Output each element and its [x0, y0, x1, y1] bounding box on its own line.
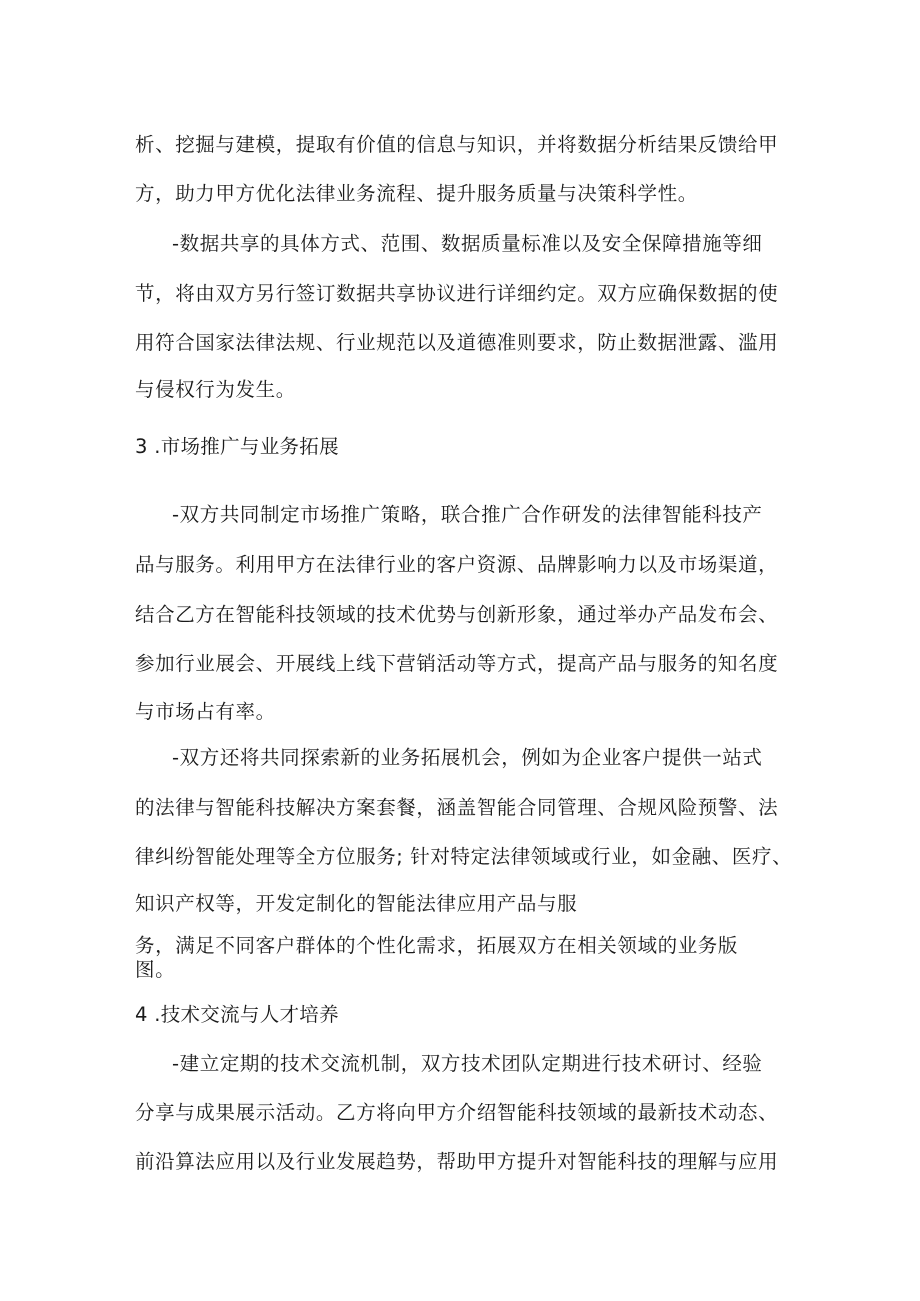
- body-text-line: 节，将由双方另行签订数据共享协议进行详细约定。双方应确保数据的使: [135, 282, 779, 305]
- body-text-line: 结合乙方在智能科技领域的技术优势与创新形象，通过举办产品发布会、: [135, 603, 779, 626]
- paragraph-first-line: -双方共同制定市场推广策略，联合推广合作研发的法律智能科技产: [172, 503, 763, 526]
- section-heading: 3 .市场推广与业务拓展: [135, 435, 339, 458]
- body-text-line: 与市场占有率。: [135, 700, 276, 723]
- paragraph-first-line: -数据共享的具体方式、范围、数据质量标准以及安全保障措施等细: [172, 232, 763, 255]
- section-heading: 4 .技术交流与人才培养: [135, 1003, 339, 1026]
- paragraph-first-line: -双方还将共同探索新的业务拓展机会，例如为企业客户提供一站式: [172, 746, 763, 769]
- paragraph-first-line: -建立定期的技术交流机制，双方技术团队定期进行技术研讨、经验: [172, 1052, 763, 1075]
- body-text-line: 参加行业展会、开展线上线下营销活动等方式，提高产品与服务的知名度: [135, 652, 779, 675]
- body-text-line: 析、挖掘与建模，提取有价值的信息与知识，并将数据分析结果反馈给甲: [135, 133, 779, 156]
- body-text-line: 品与服务。利用甲方在法律行业的客户资源、品牌影响力以及市场渠道，: [135, 553, 779, 576]
- body-text-line: 的法律与智能科技解决方案套餐，涵盖智能合同管理、合规风险预警、法: [135, 796, 779, 819]
- body-text-line: 分享与成果展示活动。乙方将向甲方介绍智能科技领域的最新技术动态、: [135, 1101, 779, 1124]
- body-text-line: 律纠纷智能处理等全方位服务; 针对特定法律领域或行业，如金融、医疗、: [135, 845, 793, 868]
- body-text-line: 前沿算法应用以及行业发展趋势，帮助甲方提升对智能科技的理解与应用: [135, 1150, 779, 1173]
- body-text-line: 务，满足不同客户群体的个性化需求，拓展双方在相关领域的业务版: [135, 934, 739, 957]
- body-text-line: 用符合国家法律法规、行业规范以及道德准则要求，防止数据泄露、滥用: [135, 331, 779, 354]
- body-text-line: 知识产权等，开发定制化的智能法律应用产品与服: [135, 892, 578, 915]
- body-text-line: 方，助力甲方优化法律业务流程、提升服务质量与决策科学性。: [135, 182, 698, 205]
- body-text-line: 图。: [135, 958, 176, 981]
- body-text-line: 与侵权行为发生。: [135, 378, 296, 401]
